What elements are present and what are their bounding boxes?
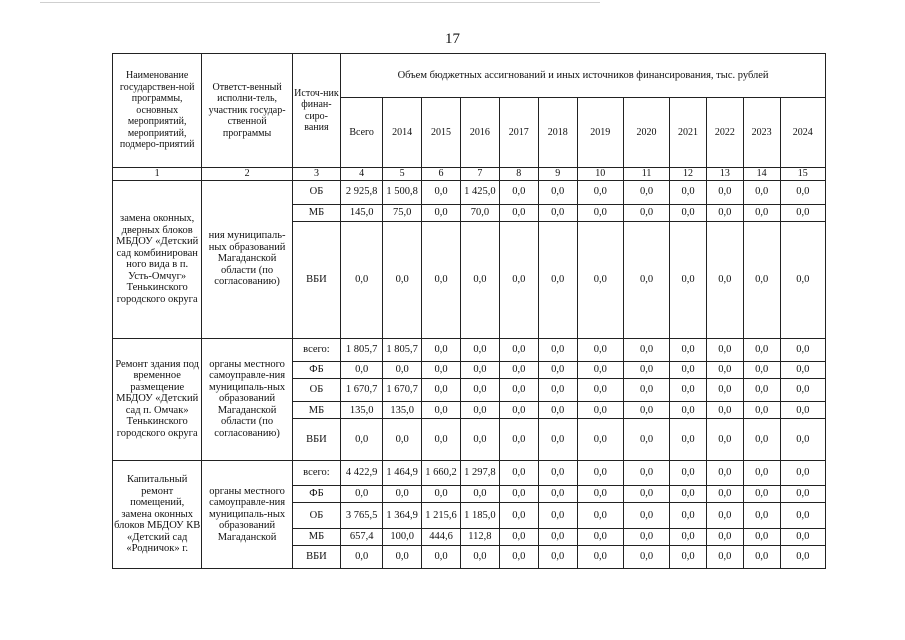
year-value-cell: 0,0 [623,221,669,338]
year-value-cell: 0,0 [460,402,499,419]
header-year: 2023 [743,98,780,168]
header-year: 2019 [577,98,623,168]
column-number: 12 [670,168,707,181]
total-cell: 1 670,7 [341,378,383,401]
year-value-cell: 0,0 [422,361,461,378]
year-value-cell: 135,0 [383,402,422,419]
year-value-cell: 0,0 [499,402,538,419]
year-value-cell: 0,0 [743,361,780,378]
year-value-cell: 0,0 [670,503,707,528]
header-budget: Объем бюджетных ассигнований и иных источников финансирования, тыс. рублей [341,54,826,98]
year-value-cell: 1 215,6 [422,503,461,528]
year-value-cell: 0,0 [743,378,780,401]
year-value-cell: 0,0 [577,180,623,204]
funding-source-cell: ВБИ [292,419,340,460]
total-cell: 4 422,9 [341,460,383,485]
year-value-cell: 0,0 [780,503,825,528]
scan-edge-line [40,2,600,3]
header-year: 2022 [706,98,743,168]
year-value-cell: 0,0 [538,545,577,568]
total-cell: 1 805,7 [341,338,383,361]
year-value-cell: 0,0 [538,338,577,361]
header-year: 2014 [383,98,422,168]
year-value-cell: 0,0 [706,545,743,568]
year-value-cell: 0,0 [460,545,499,568]
funding-source-cell: ВБИ [292,545,340,568]
total-cell: 0,0 [341,545,383,568]
year-value-cell: 70,0 [460,204,499,221]
total-cell: 0,0 [341,486,383,503]
header-year: 2024 [780,98,825,168]
year-value-cell: 0,0 [706,486,743,503]
year-value-cell: 0,0 [499,221,538,338]
year-value-cell: 0,0 [383,545,422,568]
year-value-cell: 1 364,9 [383,503,422,528]
funding-source-cell: МБ [292,528,340,545]
year-value-cell: 0,0 [499,204,538,221]
year-value-cell: 1 185,0 [460,503,499,528]
year-value-cell: 0,0 [422,180,461,204]
year-value-cell: 0,0 [499,378,538,401]
year-value-cell: 0,0 [706,503,743,528]
year-value-cell: 0,0 [706,460,743,485]
total-cell: 0,0 [341,419,383,460]
header-year: 2017 [499,98,538,168]
year-value-cell: 0,0 [743,486,780,503]
year-value-cell: 0,0 [780,419,825,460]
year-value-cell: 0,0 [538,378,577,401]
year-value-cell: 0,0 [538,180,577,204]
header-source: Источ-ник финан-сиро-вания [292,54,340,168]
year-value-cell: 0,0 [743,180,780,204]
year-value-cell: 0,0 [499,460,538,485]
year-value-cell: 0,0 [422,378,461,401]
column-number: 8 [499,168,538,181]
table-body [113,180,826,569]
year-value-cell: 0,0 [670,486,707,503]
header-year: 2016 [460,98,499,168]
year-value-cell: 0,0 [422,204,461,221]
year-value-cell: 0,0 [623,528,669,545]
column-number: 5 [383,168,422,181]
year-value-cell: 0,0 [780,460,825,485]
page-number: 17 [445,31,460,47]
year-value-cell: 0,0 [670,460,707,485]
year-value-cell: 0,0 [422,545,461,568]
year-value-cell: 0,0 [780,378,825,401]
year-value-cell: 0,0 [460,486,499,503]
year-value-cell: 0,0 [670,221,707,338]
year-value-cell: 0,0 [670,545,707,568]
year-value-cell: 0,0 [706,419,743,460]
year-value-cell: 0,0 [706,204,743,221]
year-value-cell: 0,0 [780,221,825,338]
year-value-cell: 0,0 [706,338,743,361]
responsible-cell: органы местного самоуправле-ния муниципаль-ных образований Магаданской области (по согласованию) [202,338,292,460]
year-value-cell: 0,0 [383,361,422,378]
year-value-cell: 0,0 [577,338,623,361]
year-value-cell: 0,0 [577,204,623,221]
funding-source-cell: ОБ [292,503,340,528]
year-value-cell: 0,0 [670,180,707,204]
budget-table [112,53,826,569]
year-value-cell: 0,0 [538,402,577,419]
funding-source-cell: ВБИ [292,221,340,338]
header-year: 2020 [623,98,669,168]
year-value-cell: 0,0 [460,361,499,378]
responsible-cell: ния муниципаль-ных образований Магаданской области (по согласованию) [202,180,292,338]
funding-source-cell: всего: [292,460,340,485]
year-value-cell: 0,0 [670,361,707,378]
year-value-cell: 0,0 [780,180,825,204]
year-value-cell: 1 425,0 [460,180,499,204]
year-value-cell: 0,0 [706,378,743,401]
year-value-cell: 0,0 [499,528,538,545]
funding-source-cell: ФБ [292,361,340,378]
year-value-cell: 0,0 [670,528,707,545]
total-cell: 3 765,5 [341,503,383,528]
year-value-cell: 0,0 [577,503,623,528]
year-value-cell: 0,0 [538,361,577,378]
year-value-cell: 0,0 [743,419,780,460]
year-value-cell: 0,0 [577,402,623,419]
table-header [113,54,826,181]
year-value-cell: 0,0 [743,221,780,338]
column-number: 14 [743,168,780,181]
year-value-cell: 444,6 [422,528,461,545]
header-responsible: Ответст-венный исполни-тель, участник государ-ственной программы [202,54,292,168]
year-value-cell: 0,0 [743,204,780,221]
column-number: 4 [341,168,383,181]
year-value-cell: 0,0 [422,221,461,338]
year-value-cell: 0,0 [623,503,669,528]
year-value-cell: 0,0 [706,361,743,378]
year-value-cell: 0,0 [538,221,577,338]
year-value-cell: 0,0 [383,419,422,460]
program-name-cell: Капитальный ремонт помещений, замена оконных блоков МБДОУ КВ «Детский сад «Родничок» г. [113,460,202,568]
year-value-cell: 0,0 [780,402,825,419]
year-value-cell: 0,0 [670,419,707,460]
year-value-cell: 1 660,2 [422,460,461,485]
responsible-cell: органы местного самоуправле-ния муниципаль-ных образований Магаданской [202,460,292,568]
year-value-cell: 0,0 [780,361,825,378]
year-value-cell: 0,0 [623,419,669,460]
column-number: 11 [623,168,669,181]
year-value-cell: 0,0 [577,361,623,378]
year-value-cell: 0,0 [422,338,461,361]
year-value-cell: 0,0 [623,180,669,204]
year-value-cell: 0,0 [383,221,422,338]
column-number-row [113,168,826,181]
program-name-cell: замена оконных, дверных блоков МБДОУ «Детский сад комбинирован ного вида в п. Усть-Омчуг» Тенькинского городского округа [113,180,202,338]
year-value-cell: 0,0 [623,338,669,361]
year-value-cell: 0,0 [743,402,780,419]
year-value-cell: 0,0 [499,361,538,378]
column-number: 3 [292,168,340,181]
total-cell: 0,0 [341,221,383,338]
year-value-cell: 0,0 [780,338,825,361]
year-value-cell: 0,0 [577,460,623,485]
year-value-cell: 0,0 [460,338,499,361]
year-value-cell: 0,0 [577,528,623,545]
funding-source-cell: ФБ [292,486,340,503]
year-value-cell: 0,0 [780,528,825,545]
table-row [113,460,826,485]
year-value-cell: 1 805,7 [383,338,422,361]
year-value-cell: 0,0 [460,419,499,460]
year-value-cell: 0,0 [499,180,538,204]
year-value-cell: 0,0 [577,221,623,338]
year-value-cell: 0,0 [623,486,669,503]
year-value-cell: 0,0 [538,419,577,460]
year-value-cell: 0,0 [499,503,538,528]
year-value-cell: 0,0 [383,486,422,503]
column-number: 1 [113,168,202,181]
year-value-cell: 0,0 [538,486,577,503]
header-year: 2018 [538,98,577,168]
year-value-cell: 0,0 [623,460,669,485]
year-value-cell: 0,0 [670,338,707,361]
total-cell: 0,0 [341,361,383,378]
column-number: 7 [460,168,499,181]
header-year: 2021 [670,98,707,168]
year-value-cell: 1 670,7 [383,378,422,401]
year-value-cell: 0,0 [670,402,707,419]
year-value-cell: 0,0 [780,486,825,503]
year-value-cell: 1 500,8 [383,180,422,204]
year-value-cell: 0,0 [577,419,623,460]
year-value-cell: 1 297,8 [460,460,499,485]
year-value-cell: 0,0 [623,378,669,401]
table-row [113,180,826,204]
year-value-cell: 0,0 [460,378,499,401]
year-value-cell: 0,0 [623,204,669,221]
year-value-cell: 0,0 [670,204,707,221]
total-cell: 2 925,8 [341,180,383,204]
column-number: 15 [780,168,825,181]
year-value-cell: 112,8 [460,528,499,545]
year-value-cell: 0,0 [706,402,743,419]
year-value-cell: 0,0 [499,419,538,460]
year-value-cell: 100,0 [383,528,422,545]
year-value-cell: 0,0 [743,460,780,485]
funding-source-cell: ОБ [292,378,340,401]
funding-source-cell: всего: [292,338,340,361]
header-total: Всего [341,98,383,168]
year-value-cell: 0,0 [577,486,623,503]
year-value-cell: 0,0 [743,338,780,361]
year-value-cell: 0,0 [499,486,538,503]
program-name-cell: Ремонт здания под временное размещение МБДОУ «Детский сад п. Омчак» Тенькинского городского округа [113,338,202,460]
year-value-cell: 0,0 [623,545,669,568]
year-value-cell: 0,0 [577,545,623,568]
year-value-cell: 0,0 [460,221,499,338]
funding-source-cell: МБ [292,402,340,419]
year-value-cell: 0,0 [743,545,780,568]
year-value-cell: 0,0 [422,419,461,460]
year-value-cell: 0,0 [422,486,461,503]
year-value-cell: 0,0 [623,402,669,419]
total-cell: 657,4 [341,528,383,545]
year-value-cell: 0,0 [743,528,780,545]
year-value-cell: 0,0 [780,204,825,221]
funding-source-cell: МБ [292,204,340,221]
year-value-cell: 0,0 [743,503,780,528]
year-value-cell: 0,0 [706,221,743,338]
total-cell: 135,0 [341,402,383,419]
year-value-cell: 0,0 [538,460,577,485]
year-value-cell: 0,0 [706,180,743,204]
year-value-cell: 0,0 [706,528,743,545]
year-value-cell: 0,0 [538,204,577,221]
year-value-cell: 0,0 [538,503,577,528]
year-value-cell: 0,0 [670,378,707,401]
year-value-cell: 0,0 [577,378,623,401]
column-number: 13 [706,168,743,181]
header-name: Наименование государствен-ной программы, основных мероприятий, мероприятий, подмеро-приятий [113,54,202,168]
column-number: 10 [577,168,623,181]
column-number: 9 [538,168,577,181]
funding-source-cell: ОБ [292,180,340,204]
year-value-cell: 0,0 [499,338,538,361]
year-value-cell: 0,0 [623,361,669,378]
year-value-cell: 0,0 [538,528,577,545]
year-value-cell: 0,0 [422,402,461,419]
year-value-cell: 0,0 [499,545,538,568]
year-value-cell: 1 464,9 [383,460,422,485]
year-value-cell: 0,0 [780,545,825,568]
total-cell: 145,0 [341,204,383,221]
table-row [113,338,826,361]
column-number: 6 [422,168,461,181]
header-year: 2015 [422,98,461,168]
column-number: 2 [202,168,292,181]
year-value-cell: 75,0 [383,204,422,221]
